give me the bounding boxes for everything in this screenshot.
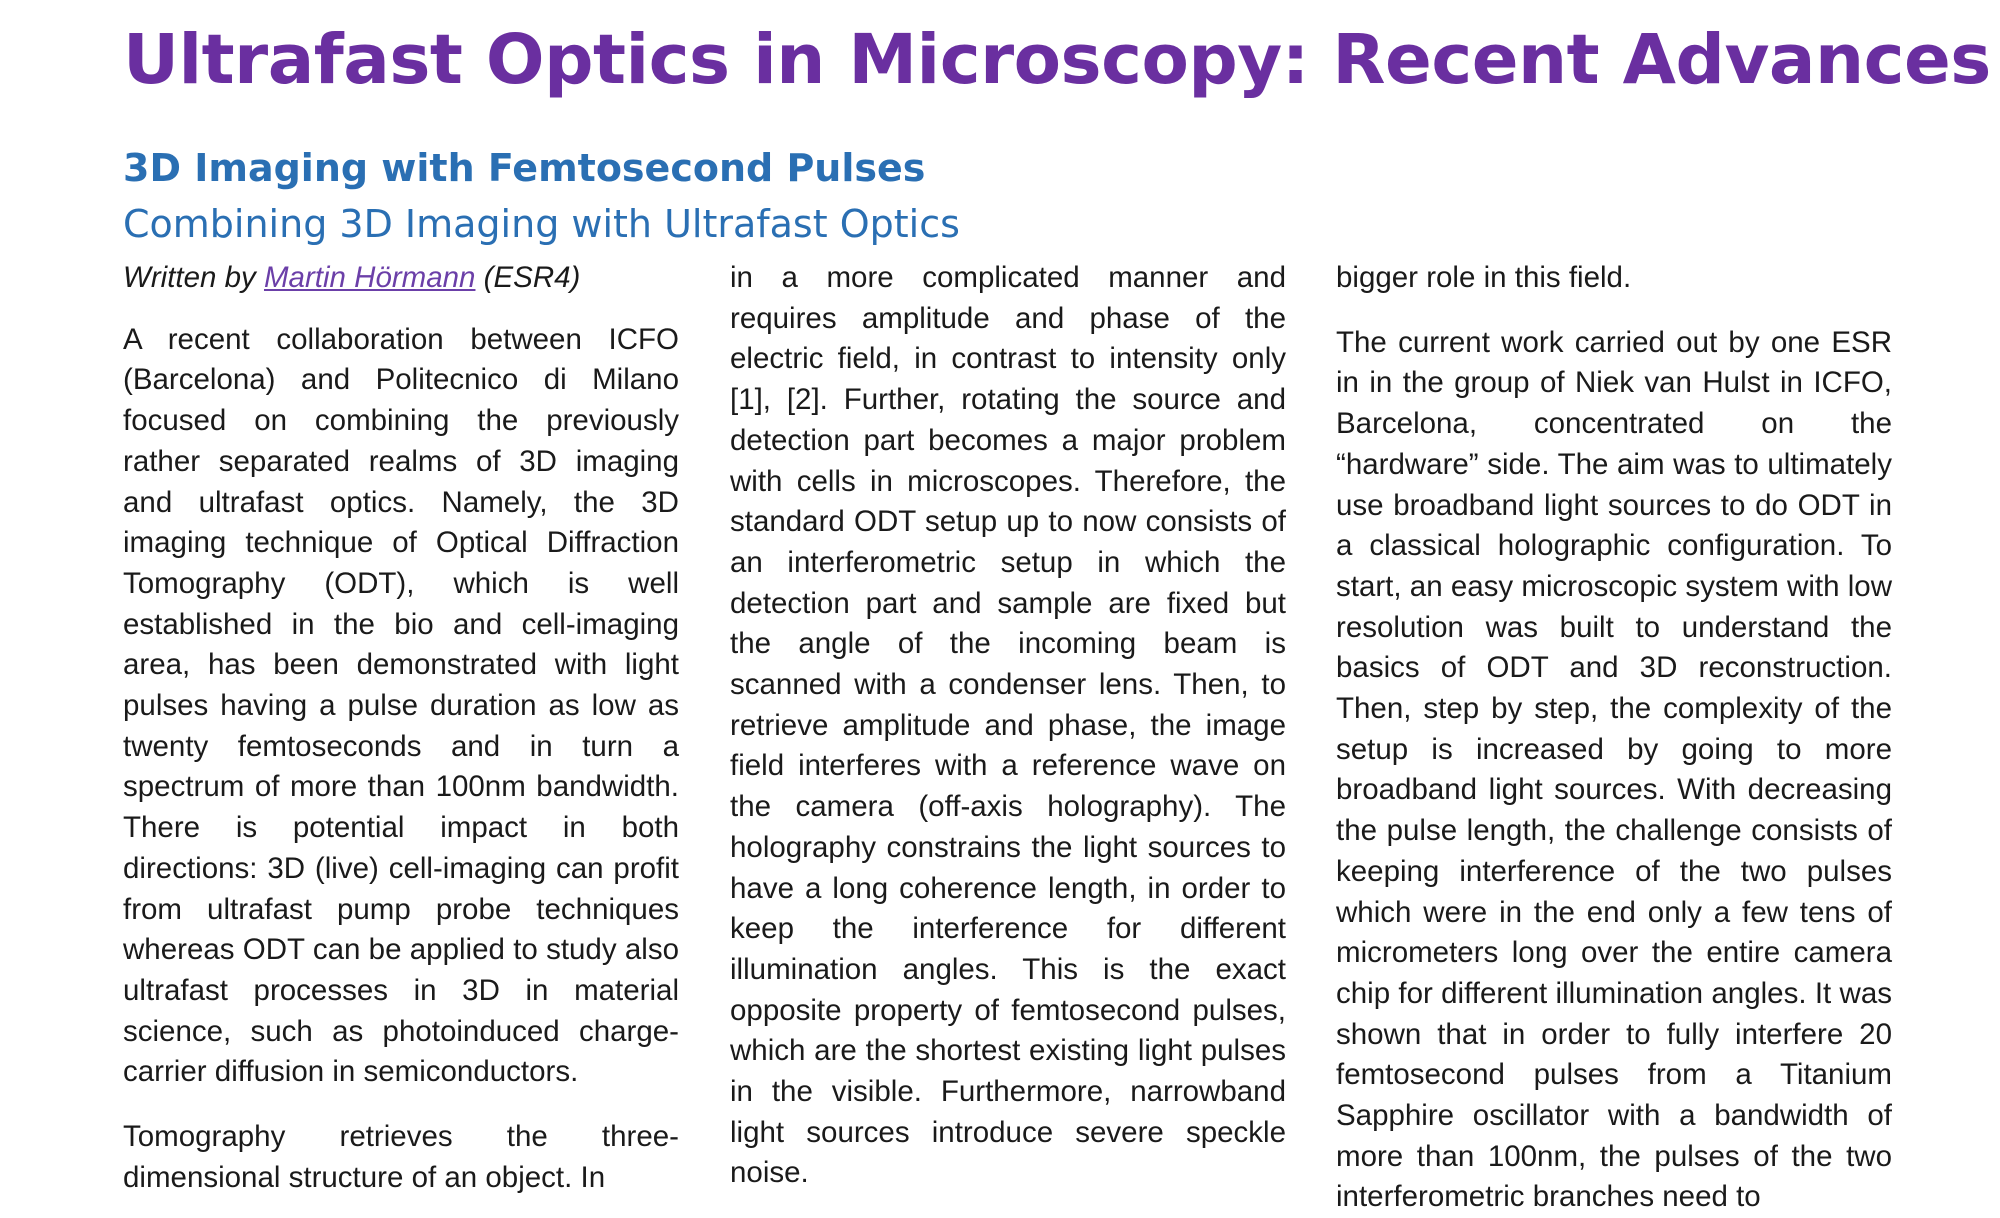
byline-suffix: (ESR4): [475, 261, 581, 294]
col1-paragraph-1: A recent collaboration between ICFO (Barcelona) and Politecnico di Milano focused on combining the previously rather separated realms of 3D imaging and ultrafast optics. Namely, the 3D imaging technique of Optical Diffraction Tomography (ODT), which is well established in the bio and cell-imaging area, has been demonstrated with light pulses having a pulse duration as low as twenty femtoseconds and in turn a spectrum of more than 100nm bandwidth. There is potential impact in both directions: 3D (live) cell-imaging can profit from ultrafast pump probe techniques whereas ODT can be applied to study also ultrafast processes in 3D in material science, such as photoinduced charge-carrier diffusion in semiconductors.: [123, 322, 679, 1089]
article-column-1: [123, 258, 679, 1198]
section-heading: 3D Imaging with Femtosecond Pulses: [123, 146, 926, 190]
col3-paragraph-1: bigger role in this field.: [1336, 261, 1632, 294]
article-column-3: [1336, 258, 1892, 1218]
article-column-2: [730, 258, 1286, 1194]
byline-prefix: Written by: [123, 261, 264, 294]
col2-paragraph-1: in a more complicated manner and requires amplitude and phase of the electric field, in contrast to intensity only [1], [2]. Further, rotating the source and detection part becomes a major problem with cells in microscopes. Therefore, the standard ODT setup up to now consists of an interferometric setup in which the detection part and sample are fixed but the angle of the incoming beam is scanned with a condenser lens. Then, to retrieve amplitude and phase, the image field interferes with a reference wave on the camera (off-axis holography). The holography constrains the light sources to have a long coherence length, in order to keep the interference for different illumination angles. This is the exact opposite property of femtosecond pulses, which are the shortest existing light pulses in the visible. Furthermore, narrowband light sources introduce severe speckle noise.: [730, 261, 1286, 1190]
col1-paragraph-2: Tomography retrieves the three-dimensional structure of an object. In: [123, 1120, 679, 1194]
section-subheading: Combining 3D Imaging with Ultrafast Optics: [123, 202, 960, 246]
author-link[interactable]: Martin Hörmann: [263, 261, 476, 294]
page-title: Ultrafast Optics in Microscopy: Recent Advances: [123, 20, 1991, 100]
col3-paragraph-2: The current work carried out by one ESR in in the group of Niek van Hulst in ICFO, Barcelona, concentrated on the “hardware” side. The aim was to ultimately use broadband light sources to do ODT in a classical holographic configuration. To start, an easy microscopic system with low resolution was built to understand the basics of ODT and 3D reconstruction. Then, step by step, the complexity of the setup is increased by going to more broadband light sources. With decreasing the pulse length, the challenge consists of keeping interference of the two pulses which were in the end only a few tens of micrometers long over the entire camera chip for different illumination angles. It was shown that in order to fully interfere 20 femtosecond pulses from a Titanium Sapphire oscillator with a bandwidth of more than 100nm, the pulses of the two interferometric branches need to: [1336, 325, 1892, 1214]
byline: [123, 258, 679, 299]
